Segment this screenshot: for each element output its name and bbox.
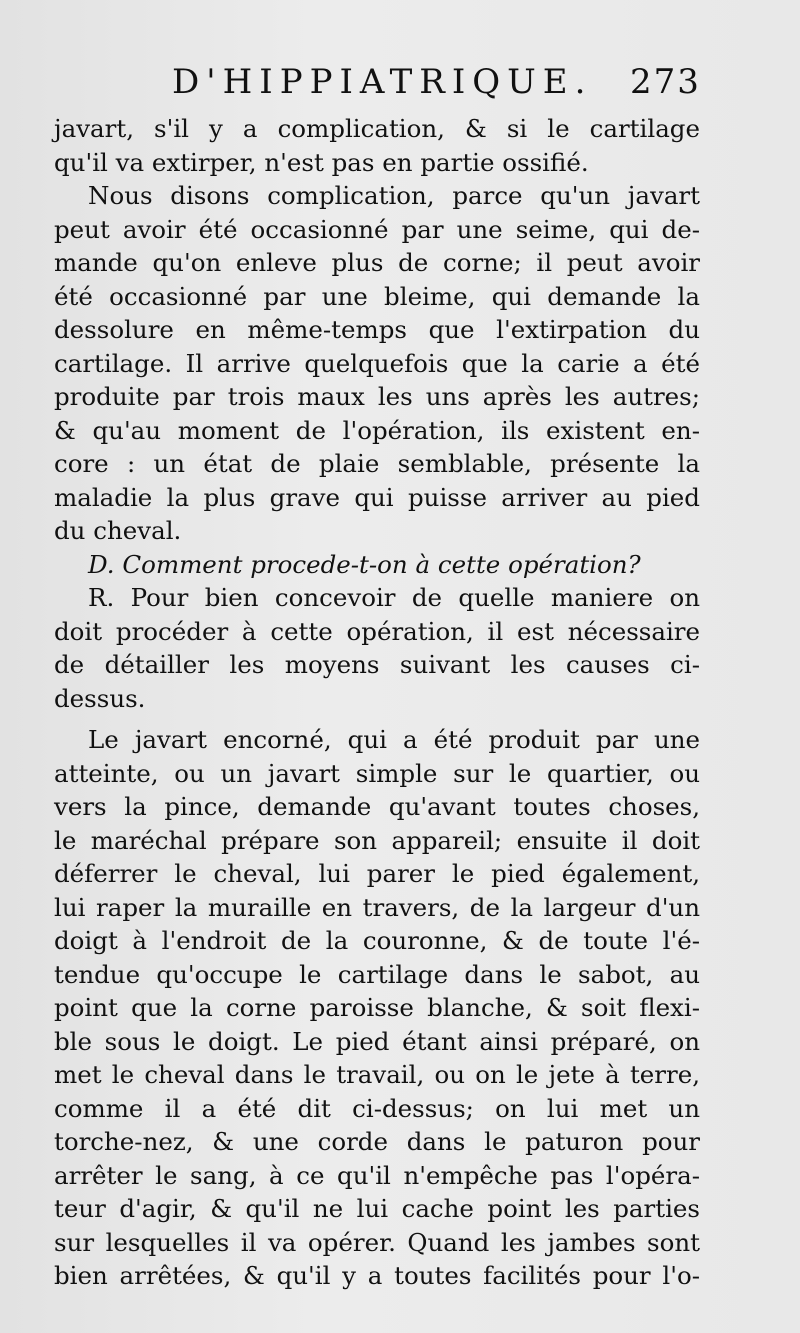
question-line: D. Comment procede-t-on à cette opération? — [88, 549, 641, 579]
text-line: le maréchal prépare son appareil; ensuite il doit — [54, 825, 700, 855]
text-line: bien arrêtées, & qu'il y a toutes facilités pour l'o- — [54, 1261, 700, 1290]
text-line: cartilage. Il arrive quelquefois que la carie a été — [54, 348, 700, 378]
text-line: torche-nez, & une corde dans le paturon pour — [54, 1127, 700, 1156]
text-line: lui raper la muraille en travers, de la largeur d'un — [54, 892, 700, 922]
text-line: du cheval. — [54, 516, 182, 545]
text-line: & qu'au moment de l'opération, ils existent en- — [54, 415, 700, 445]
text-line: qu'il va extirper, n'est pas en partie ossifié. — [54, 147, 589, 177]
body-text — [54, 112, 700, 1293]
text-line: vers la pince, demande qu'avant toutes choses, — [54, 792, 700, 821]
text-line: javart, s'il y a complication, & si le cartilage — [54, 114, 700, 143]
text-line: point que la corne paroisse blanche, & soit flexi- — [54, 993, 700, 1022]
text-line: sur lesquelles il va opérer. Quand les jambes sont — [54, 1227, 700, 1257]
page-number: 273 — [630, 62, 701, 102]
page-header — [0, 62, 800, 112]
text-line: déferrer le cheval, lui parer le pied également, — [54, 859, 700, 888]
paragraph-2 — [54, 179, 700, 548]
text-line: R. Pour bien concevoir de quelle maniere on — [88, 583, 700, 612]
text-line: produite par trois maux les uns après les autres; — [54, 382, 700, 411]
question-paragraph — [54, 548, 700, 582]
text-line: dessus. — [54, 683, 146, 713]
text-line: de détailler les moyens suivant les causes ci- — [54, 650, 700, 679]
text-line: dessolure en même-temps que l'extirpation du — [54, 315, 700, 344]
text-line: doit procéder à cette opération, il est nécessaire — [54, 616, 700, 646]
text-line: doigt à l'endroit de la couronne, & de toute l'é- — [54, 926, 700, 955]
text-line: maladie la plus grave qui puisse arriver au pied — [54, 482, 700, 512]
text-line: tendue qu'occupe le cartilage dans le sabot, au — [54, 959, 700, 989]
text-line: comme il a été dit ci-dessus; on lui met un — [54, 1093, 700, 1123]
paragraph-javart-encorne — [54, 723, 700, 1293]
running-head: D'HIPPIATRIQUE. — [172, 62, 593, 102]
text-line: ble sous le doigt. Le pied étant ainsi préparé, on — [54, 1026, 700, 1056]
text-line: Le javart encorné, qui a été produit par une — [88, 725, 700, 754]
text-line: peut avoir été occasionné par une seime, qui de- — [54, 214, 700, 244]
answer-paragraph — [54, 581, 700, 715]
text-line: met le cheval dans le travail, ou on le jete à terre, — [54, 1060, 700, 1089]
text-line: été occasionné par une bleime, qui demande la — [54, 281, 700, 311]
text-line: atteinte, ou un javart simple sur le quartier, ou — [54, 758, 700, 788]
text-line: mande qu'on enleve plus de corne; il peut avoir — [54, 248, 700, 277]
text-line: arrêter le sang, à ce qu'il n'empêche pas l'opéra- — [54, 1160, 700, 1190]
text-line: Nous disons complication, parce qu'un javart — [88, 181, 700, 210]
text-line: teur d'agir, & qu'il ne lui cache point les parties — [54, 1194, 700, 1223]
text-line: core : un état de plaie semblable, présente la — [54, 449, 700, 478]
paragraph-1 — [54, 112, 700, 179]
